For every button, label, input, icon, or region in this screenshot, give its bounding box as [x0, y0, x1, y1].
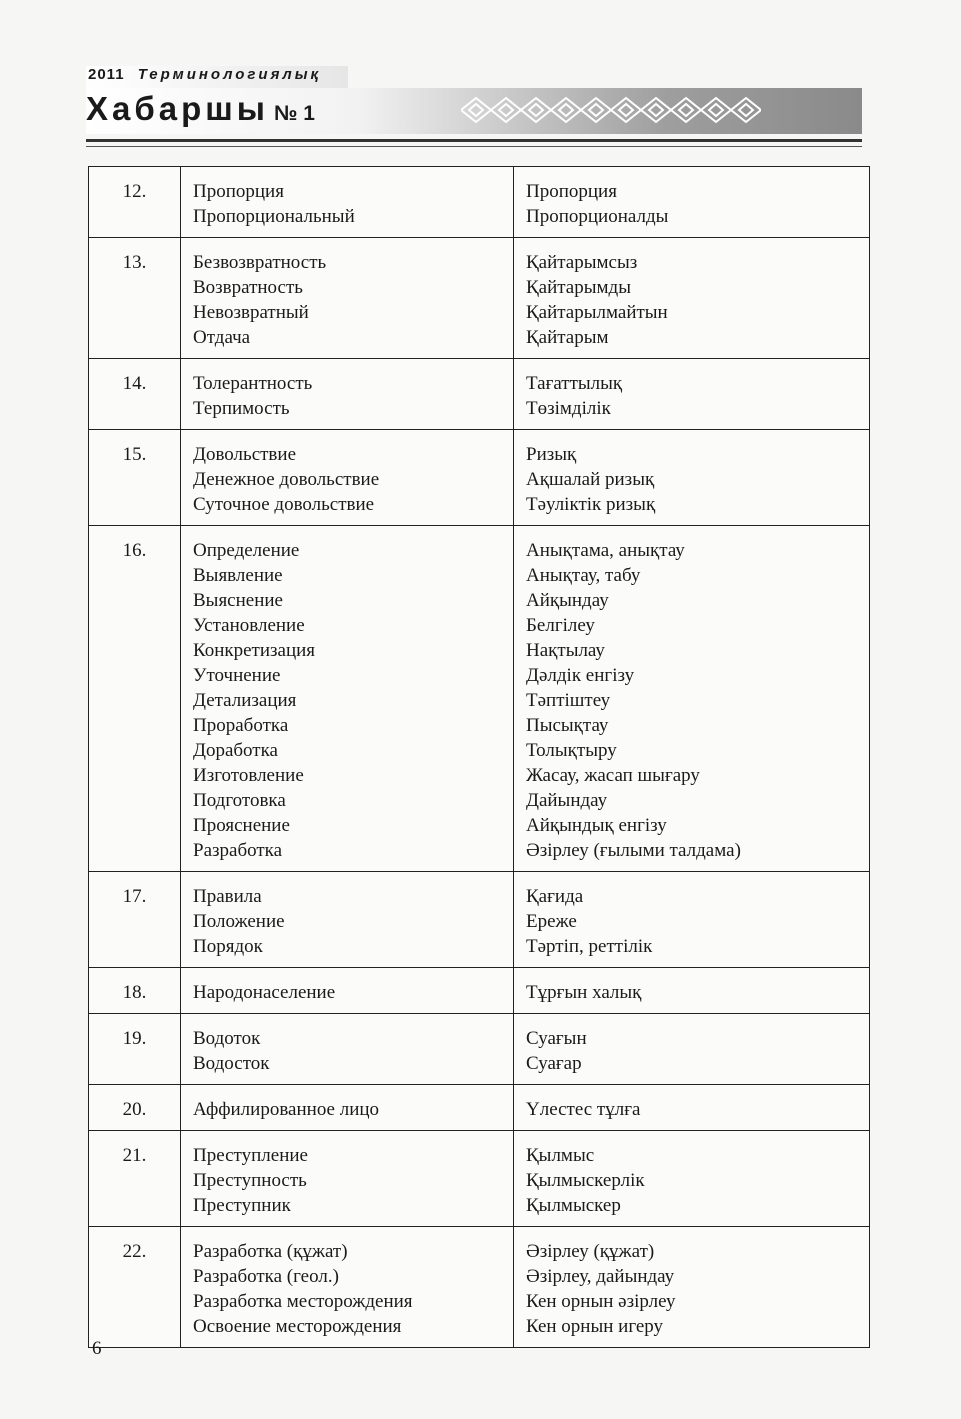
russian-term: Аффилированное лицо [193, 1099, 380, 1120]
row-number: 16. [89, 526, 181, 871]
russian-term: Народонаселение [193, 982, 336, 1003]
russian-term: Разработка месторождения [193, 1291, 413, 1312]
russian-term: Положение [193, 911, 285, 932]
kazakh-term: Қылмыс [526, 1145, 595, 1166]
header-rule [86, 139, 862, 142]
russian-term: Пропорциональный [193, 206, 355, 227]
kazakh-term: Ақшалай ризық [526, 469, 655, 490]
kazakh-terms-cell [514, 968, 869, 1013]
kazakh-terms-cell [514, 1131, 869, 1226]
table-row [88, 238, 870, 359]
russian-term: Установление [193, 615, 305, 636]
kazakh-term: Суағын [526, 1028, 587, 1049]
russian-term: Водоток [193, 1028, 261, 1049]
russian-terms-cell [181, 872, 514, 967]
kazakh-terms-cell [514, 872, 869, 967]
russian-term: Разработка (геол.) [193, 1266, 339, 1287]
kazakh-term: Тұрғын халық [526, 982, 642, 1003]
kazakh-term: Анықтама, анықтау [526, 540, 685, 561]
terms-table [88, 166, 870, 1348]
row-number: 12. [89, 167, 181, 237]
russian-term: Подготовка [193, 790, 286, 811]
russian-term: Преступление [193, 1145, 308, 1166]
kazakh-terms-cell [514, 1014, 869, 1084]
kazakh-term: Айқындау [526, 590, 609, 611]
kazakh-term: Белгілеу [526, 615, 595, 636]
kazakh-term: Ереже [526, 911, 577, 932]
russian-term: Выявление [193, 565, 283, 586]
russian-term: Разработка (құжат) [193, 1241, 348, 1262]
russian-term: Терпимость [193, 398, 290, 419]
russian-term: Отдача [193, 327, 251, 348]
russian-term: Уточнение [193, 665, 281, 686]
header-rule-thin [86, 146, 862, 147]
russian-terms-cell [181, 968, 514, 1013]
header-issue: № 1 [274, 102, 315, 125]
russian-terms-cell [181, 526, 514, 871]
table-row [88, 430, 870, 526]
russian-term: Правила [193, 886, 262, 907]
russian-term: Безвозвратность [193, 252, 327, 273]
kazakh-term: Жасау, жасап шығару [526, 765, 700, 786]
kazakh-term: Дәлдік енгізу [526, 665, 635, 686]
kazakh-terms-cell [514, 1085, 869, 1130]
kazakh-term: Суағар [526, 1053, 582, 1074]
ornament-pattern-icon [461, 90, 761, 130]
kazakh-term: Қайтарылмайтын [526, 302, 668, 323]
kazakh-term: Тәуліктік ризық [526, 494, 656, 515]
russian-term: Изготовление [193, 765, 304, 786]
russian-term: Выяснение [193, 590, 283, 611]
russian-term: Доработка [193, 740, 278, 761]
russian-terms-cell [181, 1131, 514, 1226]
row-number: 17. [89, 872, 181, 967]
header-year: 2011 [88, 66, 125, 83]
russian-term: Денежное довольствие [193, 469, 380, 490]
kazakh-term: Дайындау [526, 790, 608, 811]
kazakh-terms-cell [514, 167, 869, 237]
russian-term: Преступник [193, 1195, 291, 1216]
table-row [88, 1014, 870, 1085]
russian-term: Возвратность [193, 277, 303, 298]
kazakh-term: Қылмыскерлік [526, 1170, 645, 1191]
kazakh-terms-cell [514, 359, 869, 429]
russian-terms-cell [181, 359, 514, 429]
kazakh-term: Кен орнын игеру [526, 1316, 664, 1337]
kazakh-term: Тәртіп, реттілік [526, 936, 653, 957]
kazakh-term: Қайтарымды [526, 277, 631, 298]
russian-terms-cell [181, 238, 514, 358]
page-number: 6 [92, 1338, 102, 1359]
header-title: Хабаршы [86, 90, 269, 127]
kazakh-term: Қайтарымсыз [526, 252, 638, 273]
kazakh-term: Әзірлеу (құжат) [526, 1241, 655, 1262]
row-number: 15. [89, 430, 181, 525]
table-row [88, 872, 870, 968]
table-row [88, 1227, 870, 1348]
kazakh-term: Анықтау, табу [526, 565, 641, 586]
row-number: 13. [89, 238, 181, 358]
kazakh-terms-cell [514, 526, 869, 871]
header-top-line [86, 66, 348, 88]
russian-terms-cell [181, 167, 514, 237]
table-row [88, 166, 870, 238]
table-row [88, 1085, 870, 1131]
kazakh-term: Ризық [526, 444, 577, 465]
russian-terms-cell [181, 430, 514, 525]
russian-term: Преступность [193, 1170, 307, 1191]
kazakh-term: Пропорция [526, 181, 617, 202]
kazakh-term: Пысықтау [526, 715, 609, 736]
row-number: 21. [89, 1131, 181, 1226]
row-number: 20. [89, 1085, 181, 1130]
kazakh-term: Әзірлеу (ғылыми талдама) [526, 840, 741, 861]
kazakh-term: Айқындық енгізу [526, 815, 667, 836]
russian-term: Толерантность [193, 373, 313, 394]
table-row [88, 359, 870, 430]
russian-terms-cell [181, 1227, 514, 1347]
russian-term: Освоение месторождения [193, 1316, 402, 1337]
journal-header [86, 66, 862, 150]
russian-term: Суточное довольствие [193, 494, 375, 515]
row-number: 22. [89, 1227, 181, 1347]
table-row [88, 968, 870, 1014]
kazakh-term: Үлестес тұлға [526, 1099, 641, 1120]
kazakh-term: Қайтарым [526, 327, 609, 348]
kazakh-terms-cell [514, 238, 869, 358]
table-row [88, 526, 870, 872]
russian-term: Определение [193, 540, 300, 561]
row-number: 19. [89, 1014, 181, 1084]
row-number: 14. [89, 359, 181, 429]
russian-term: Водосток [193, 1053, 270, 1074]
row-number: 18. [89, 968, 181, 1013]
kazakh-terms-cell [514, 1227, 869, 1347]
kazakh-term: Қағида [526, 886, 584, 907]
russian-term: Прояснение [193, 815, 290, 836]
table-row [88, 1131, 870, 1227]
russian-term: Конкретизация [193, 640, 316, 661]
russian-term: Довольствие [193, 444, 297, 465]
kazakh-term: Тағаттылық [526, 373, 623, 394]
kazakh-term: Тәптіштеу [526, 690, 611, 711]
russian-terms-cell [181, 1085, 514, 1130]
kazakh-term: Пропорционалды [526, 206, 669, 227]
russian-term: Пропорция [193, 181, 284, 202]
header-journal-word: Терминологиялық [137, 66, 322, 83]
russian-term: Разработка [193, 840, 283, 861]
kazakh-term: Кен орнын әзірлеу [526, 1291, 676, 1312]
kazakh-terms-cell [514, 430, 869, 525]
kazakh-term: Төзімділік [526, 398, 611, 419]
kazakh-term: Қылмыскер [526, 1195, 621, 1216]
kazakh-term: Толықтыру [526, 740, 617, 761]
kazakh-term: Әзірлеу, дайындау [526, 1266, 675, 1287]
russian-term: Невозвратный [193, 302, 309, 323]
russian-terms-cell [181, 1014, 514, 1084]
russian-term: Порядок [193, 936, 263, 957]
russian-term: Проработка [193, 715, 289, 736]
russian-term: Детализация [193, 690, 297, 711]
kazakh-term: Нақтылау [526, 640, 605, 661]
